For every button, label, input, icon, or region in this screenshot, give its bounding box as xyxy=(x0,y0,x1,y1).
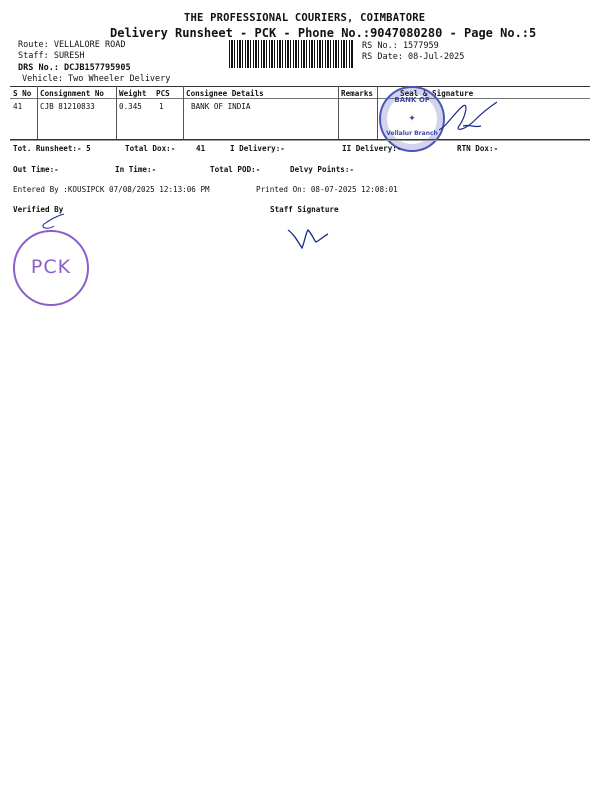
table-col-divider xyxy=(116,86,117,139)
consignee-signature xyxy=(435,96,499,138)
col-header-consignee: Consignee Details xyxy=(186,89,264,98)
verified-by-label: Verified By xyxy=(13,205,64,214)
totals-separator xyxy=(10,140,590,141)
document-title: Delivery Runsheet - PCK - Phone No.:9047080280 - Page No.:5 xyxy=(110,26,537,40)
staff-signature-label: Staff Signature xyxy=(270,205,339,214)
bank-stamp-center-mark: ✦ xyxy=(408,114,416,124)
cell-weight: 0.345 xyxy=(119,102,142,111)
table-col-divider xyxy=(377,86,378,139)
staff-label: Staff: SURESH xyxy=(18,51,85,61)
bank-stamp-line1: BANK OF xyxy=(394,96,430,104)
printed-on: Printed On: 08-07-2025 12:08:01 xyxy=(256,185,398,194)
delvy-points: Delvy Points:- xyxy=(290,165,355,174)
col-header-seal-signature: Seal & Signature xyxy=(400,89,474,98)
table-header-border xyxy=(10,98,590,99)
vehicle-label: Vehicle: Two Wheeler Delivery xyxy=(22,74,171,84)
table-top-border xyxy=(10,86,590,87)
entered-by: Entered By :KOUSIPCK 07/08/2025 12:13:06 PM xyxy=(13,185,210,194)
bank-stamp-line2: Vellalur Branch xyxy=(386,130,438,137)
cell-sno: 41 xyxy=(13,102,23,111)
total-pod: Total POD:- xyxy=(210,165,261,174)
col-header-weight: Weight xyxy=(119,89,147,98)
i-delivery: I Delivery:- xyxy=(230,144,285,153)
out-time: Out Time:- xyxy=(13,165,59,174)
total-dox-value: 41 xyxy=(196,144,206,153)
in-time: In Time:- xyxy=(115,165,157,174)
pck-stamp xyxy=(13,230,89,306)
rtn-dox: RTN Dox:- xyxy=(457,144,499,153)
table-col-divider xyxy=(183,86,184,139)
route-label: Route: VELLALORE ROAD xyxy=(18,40,126,50)
company-name: THE PROFESSIONAL COURIERS, COIMBATORE xyxy=(184,12,426,24)
ii-delivery: II Delivery:- xyxy=(342,144,402,153)
cell-pcs: 1 xyxy=(159,102,164,111)
barcode-image xyxy=(229,40,354,68)
pck-stamp-text: PCK xyxy=(30,256,72,278)
rs-number: RS No.: 1577959 xyxy=(362,41,439,51)
col-header-remarks: Remarks xyxy=(341,89,374,98)
col-header-sno: S No xyxy=(13,89,32,98)
rs-date: RS Date: 08-Jul-2025 xyxy=(362,52,465,62)
drs-number: DRS No.: DCJB157795905 xyxy=(18,63,131,73)
cell-consignment: CJB 81210833 xyxy=(40,102,95,111)
col-header-pcs: PCS xyxy=(156,89,170,98)
table-col-divider xyxy=(37,86,38,139)
col-header-consignment: Consignment No xyxy=(40,89,105,98)
total-dox-label: Total Dox:- xyxy=(125,144,176,153)
staff-signature xyxy=(286,224,334,254)
tot-runsheet: Tot. Runsheet:- 5 xyxy=(13,144,91,153)
cell-consignee: BANK OF INDIA xyxy=(191,102,251,111)
table-col-divider xyxy=(338,86,339,139)
